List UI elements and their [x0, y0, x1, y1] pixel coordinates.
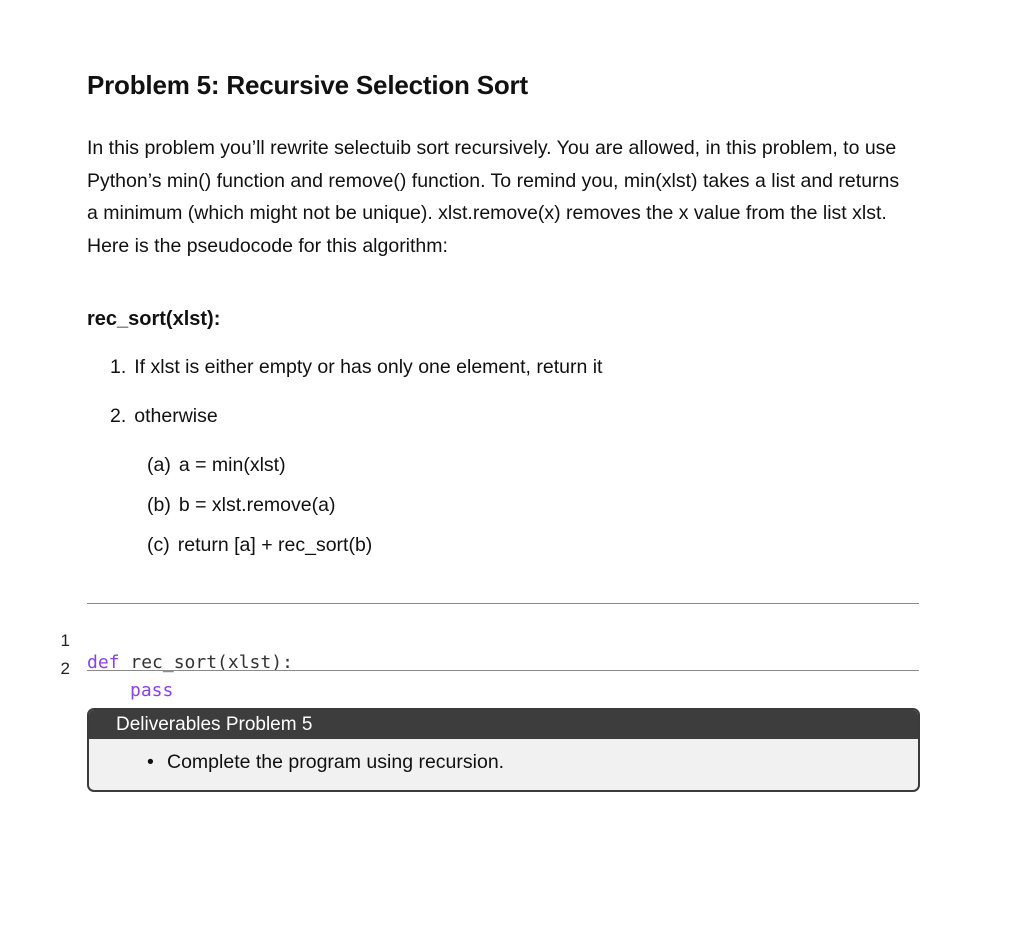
deliverable-item	[147, 751, 504, 774]
pseudocode-substep	[147, 454, 286, 477]
pseudocode-step	[110, 356, 602, 379]
code-line	[0, 610, 293, 673]
intro-line: Here is the pseudocode for this algorithm:	[87, 234, 448, 257]
deliverable-text: Complete the program using recursion.	[167, 751, 505, 773]
intro-line: Python’s min() function and remove() function. To remind you, min(xlst) takes a list and returns	[87, 169, 900, 192]
pseudocode-substep	[147, 534, 372, 557]
pseudocode-substep	[147, 494, 335, 517]
problem-title: Problem 5: Recursive Selection Sort	[87, 70, 528, 100]
step-text: If xlst is either empty or has only one element, return it	[134, 356, 603, 378]
substep-label: (c)	[147, 534, 170, 556]
step-number: 2.	[110, 405, 127, 427]
substep-label: (a)	[147, 454, 171, 476]
code-divider-top	[87, 603, 919, 604]
step-text: otherwise	[134, 405, 218, 427]
code-divider-bottom	[87, 670, 919, 671]
deliverables-header: Deliverables Problem 5	[89, 710, 918, 739]
deliverables-body	[89, 739, 918, 788]
code-keyword: def	[87, 652, 120, 673]
problem-intro	[87, 132, 927, 262]
pseudocode-step	[110, 405, 218, 428]
substep-text: return [a] + rec_sort(b)	[177, 534, 373, 556]
substep-text: a = min(xlst)	[178, 454, 286, 476]
substep-label: (b)	[147, 494, 171, 516]
bullet-icon: •	[147, 751, 154, 773]
code-keyword: pass	[130, 680, 174, 701]
line-number: 1	[60, 631, 70, 650]
intro-line: In this problem you’ll rewrite selectuib sort recursively. You are allowed, in this problem, to use	[87, 137, 897, 159]
line-number: 2	[60, 659, 70, 678]
intro-line: a minimum (which might not be unique). xlst.remove(x) removes the x value from the list xlst.	[87, 202, 887, 224]
code-rest: rec_sort(xlst):	[119, 652, 293, 673]
step-number: 1.	[110, 356, 127, 378]
substep-text: b = xlst.remove(a)	[178, 494, 336, 516]
pseudocode-signature: rec_sort(xlst):	[87, 308, 221, 330]
deliverables-box	[87, 708, 920, 792]
code-text	[130, 680, 173, 701]
